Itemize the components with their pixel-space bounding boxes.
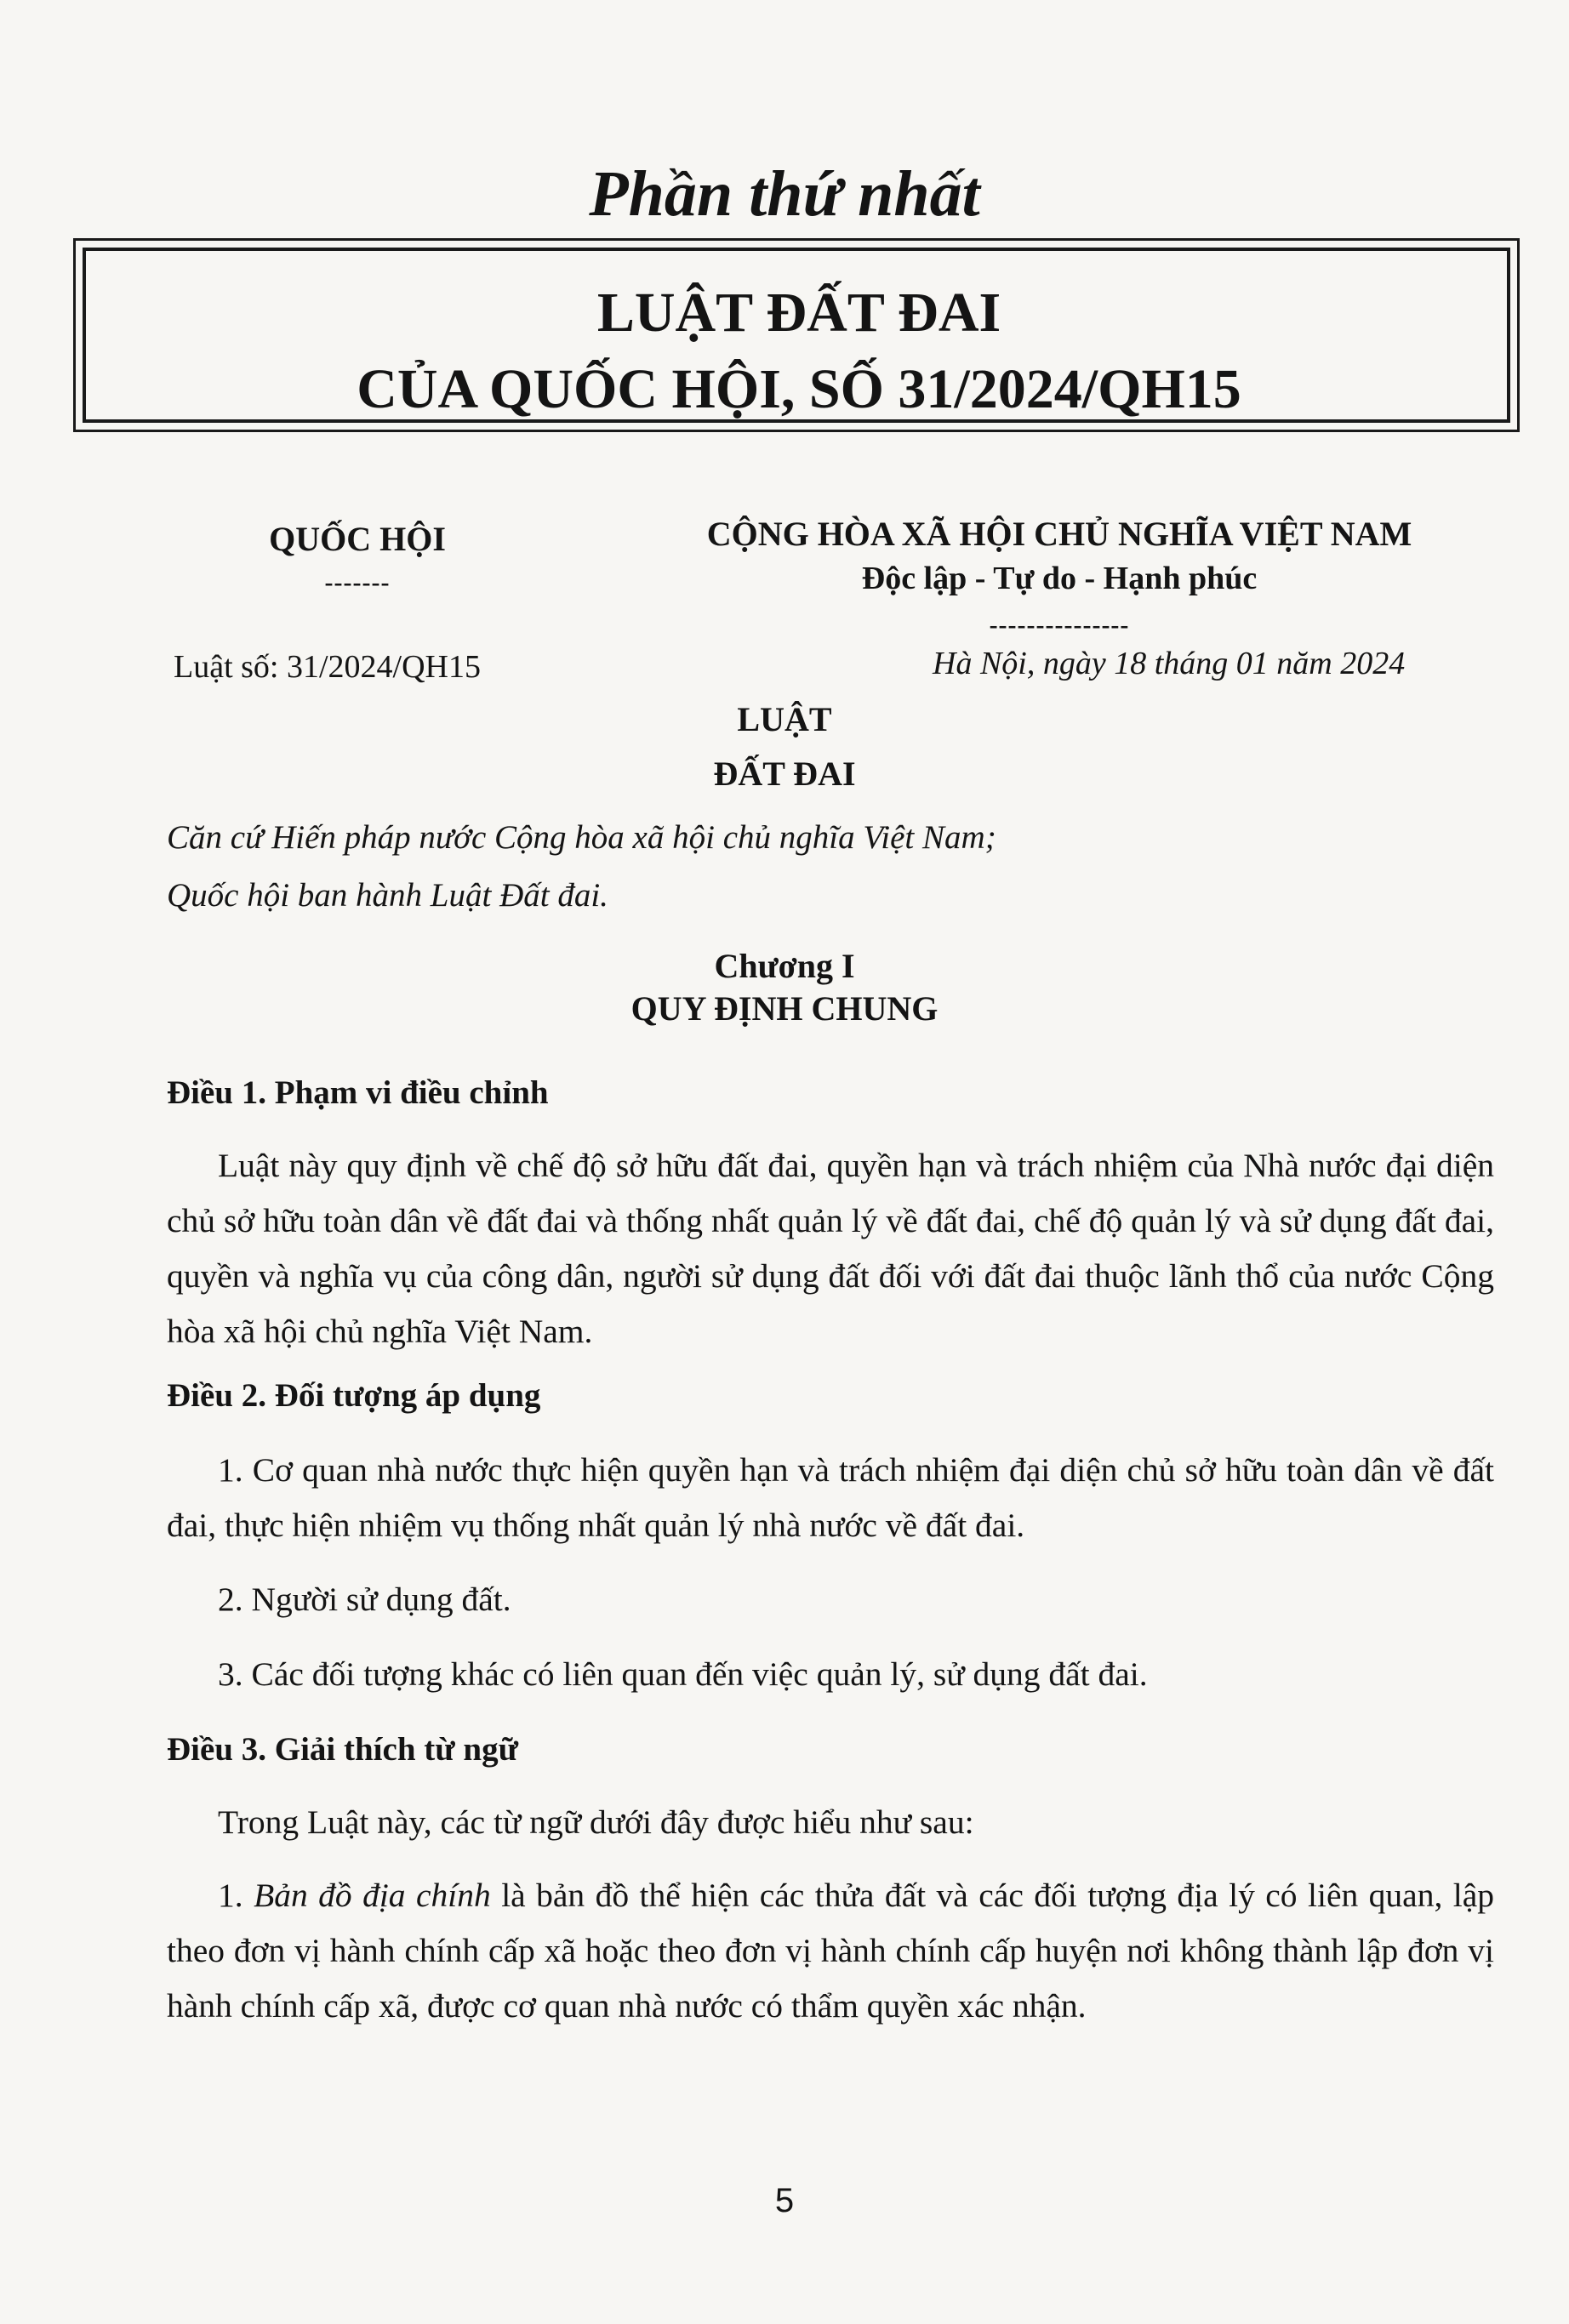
- article-2-item-3: 3. Các đối tượng khác có liên quan đến việc quản lý, sử dụng đất đai.: [218, 1655, 1148, 1693]
- article-2-item-1: 1. Cơ quan nhà nước thực hiện quyền hạn và trách nhiệm đại diện chủ sở hữu toàn dân về đất đai, thực hiện nhiệm vụ thống nhất quản lý nhà nước về đất đai.: [167, 1451, 1494, 1544]
- article-2-title: Điều 2. Đối tượng áp dụng: [167, 1377, 541, 1414]
- article-2-item-2: 2. Người sử dụng đất.: [218, 1581, 511, 1618]
- preamble-line-2: Quốc hội ban hành Luật Đất đai.: [167, 877, 608, 914]
- chapter-label: Chương I: [714, 947, 855, 985]
- law-number: Luật số: 31/2024/QH15: [174, 649, 481, 685]
- article-3-title: Điều 3. Giải thích từ ngữ: [167, 1731, 519, 1768]
- article-3-intro: Trong Luật này, các từ ngữ dưới đây được hiểu như sau:: [218, 1803, 974, 1841]
- article-3-item-1: [167, 1868, 1494, 2034]
- article-3-item-1-term: Bản đồ địa chính: [254, 1877, 491, 1914]
- issuing-body-divider: -------: [324, 568, 391, 596]
- article-1-body: Luật này quy định về chế độ sở hữu đất đai, quyền hạn và trách nhiệm của Nhà nước đại diện chủ sở hữu toàn dân về đất đai và thống nhất quản lý về đất đai, chế độ quản lý và sử dụng đất đai, quyền và nghĩa vụ của công dân, người sử dụng đất đối với đất đai thuộc lãnh thổ của nước Cộng hòa xã hội chủ nghĩa Việt Nam.: [167, 1147, 1494, 1350]
- issuing-body: QUỐC HỘI: [269, 520, 446, 558]
- title-box: [73, 238, 1520, 432]
- law-label: LUẬT: [737, 700, 832, 738]
- motto-divider: ---------------: [989, 611, 1130, 639]
- title-line-2: CỦA QUỐC HỘI, SỐ 31/2024/QH15: [357, 358, 1241, 420]
- article-3-item-1-number: 1.: [218, 1877, 254, 1914]
- page-number: 5: [774, 2182, 795, 2219]
- law-name: ĐẤT ĐAI: [713, 755, 856, 793]
- chapter-title: QUY ĐỊNH CHUNG: [630, 989, 939, 1028]
- part-title: Phần thứ nhất: [589, 158, 980, 230]
- place-date: Hà Nội, ngày 18 tháng 01 năm 2024: [933, 646, 1406, 681]
- motto: Độc lập - Tự do - Hạnh phúc: [861, 561, 1258, 596]
- preamble-line-1: Căn cứ Hiến pháp nước Cộng hòa xã hội chủ nghĩa Việt Nam;: [167, 819, 996, 856]
- country-name: CỘNG HÒA XÃ HỘI CHỦ NGHĨA VIỆT NAM: [706, 515, 1412, 553]
- article-1-title: Điều 1. Phạm vi điều chỉnh: [167, 1074, 549, 1111]
- article-3-item-1-definition: là bản đồ thể hiện các thửa đất và các đối tượng địa lý có liên quan, lập theo đơn vị hành chính cấp xã hoặc theo đơn vị hành chính cấp huyện nơi không thành lập đơn vị hành chính cấp xã, được cơ quan nhà nước có thẩm quyền xác nhận.: [167, 1877, 1495, 2025]
- title-line-1: LUẬT ĐẤT ĐAI: [596, 282, 1001, 344]
